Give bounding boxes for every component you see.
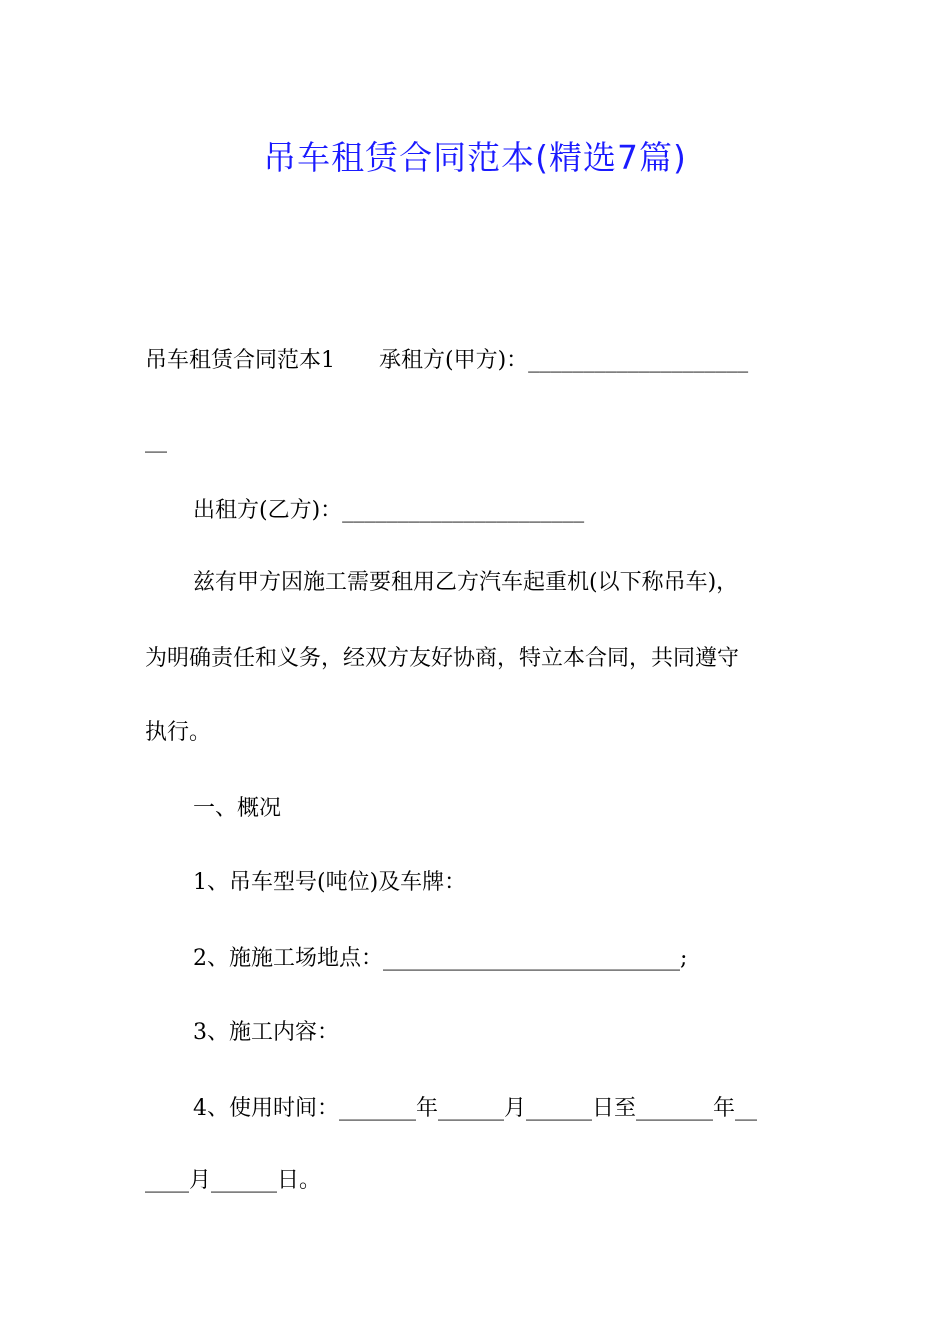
clause-site-location: 2、施施工场地点：___________________________;: [193, 946, 688, 971]
clause-work-content: 3、施工内容：: [193, 1020, 339, 1045]
preamble-paragraph-line-3: 执行。: [145, 720, 212, 745]
document-title: 吊车租赁合同范本(精选7篇): [263, 138, 687, 177]
clause-usage-time: 4、使用时间：_______年______月______日至_______年__: [193, 1096, 757, 1121]
clause-crane-model: 1、吊车型号(吨位)及车牌：: [193, 870, 467, 895]
clause-usage-time-continuation: ____月______日。: [145, 1168, 322, 1193]
preamble-paragraph-line-1: 兹有甲方因施工需要租用乙方汽车起重机(以下称吊车)，: [193, 570, 739, 595]
contract-heading-lessee-line: 吊车租赁合同范本1 承租方(甲方)：____________________: [145, 348, 749, 373]
lessee-underline-continuation: __: [145, 428, 167, 453]
lessor-line: 出租方(乙方)：______________________: [193, 498, 585, 523]
preamble-paragraph-line-2: 为明确责任和义务，经双方友好协商，特立本合同，共同遵守: [145, 646, 740, 671]
section-heading-overview: 一、概况: [193, 796, 282, 821]
